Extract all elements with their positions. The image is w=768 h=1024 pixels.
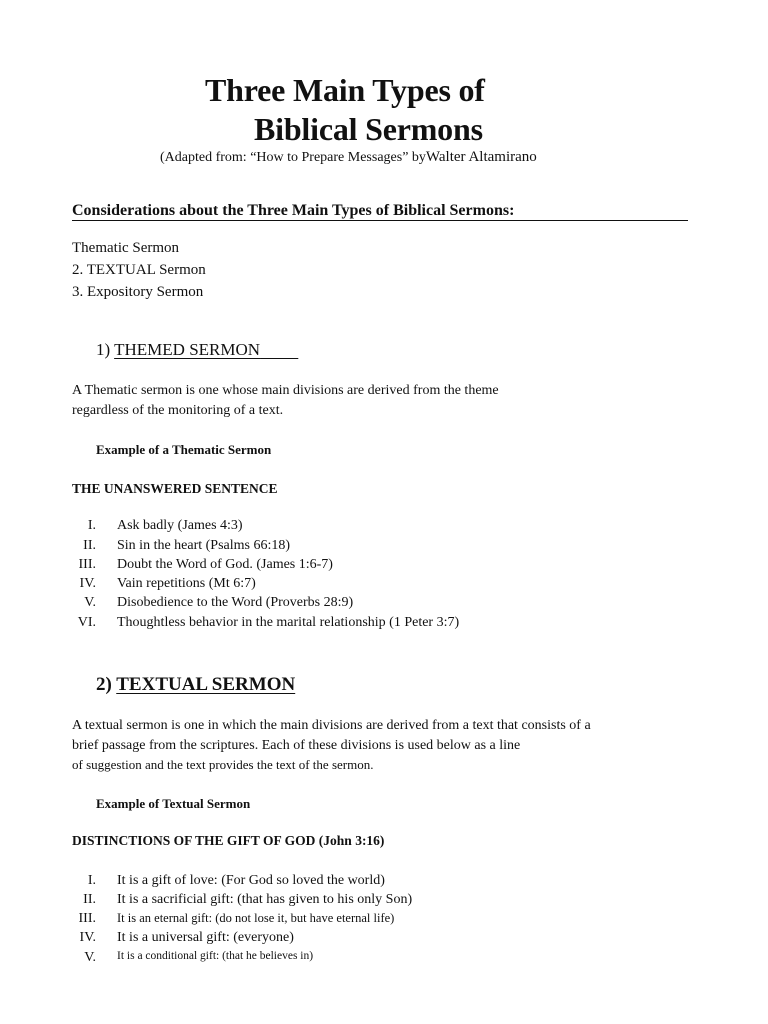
list-numeral: V. bbox=[84, 595, 96, 610]
adapted-from-author: Walter Altamirano bbox=[425, 149, 537, 165]
section-2-example-label-text: Example of Textual Sermon bbox=[96, 796, 251, 811]
document-title-line-2: Biblical Sermons bbox=[254, 111, 483, 147]
section-2-number: 2) bbox=[96, 674, 112, 695]
section-2-heading bbox=[96, 674, 295, 696]
list-item: Ask badly (James 4:3) bbox=[117, 518, 243, 533]
list-numeral: IV. bbox=[79, 930, 96, 945]
section-2-title: TEXTUAL SERMON bbox=[116, 674, 296, 695]
section-1-paragraph-line: regardless of the monitoring of a text. bbox=[72, 403, 284, 418]
section-2-paragraph-line: brief passage from the scriptures. Each of these divisions is used below as a line bbox=[72, 738, 521, 753]
list-item: It is a gift of love: (For God so loved the world) bbox=[117, 873, 385, 888]
section-1-title: THEMED SERMON bbox=[114, 340, 261, 359]
list-item: Doubt the Word of God. (James 1:6-7) bbox=[117, 557, 333, 572]
list-numeral: III. bbox=[78, 557, 96, 572]
section-1-example-label bbox=[96, 442, 271, 458]
types-list-item: Thematic Sermon bbox=[72, 240, 180, 256]
list-item: It is a sacrificial gift: (that has given to his only Son) bbox=[117, 892, 413, 907]
section-1-heading bbox=[96, 340, 298, 360]
section-2-paragraph-line: A textual sermon is one in which the main divisions are derived from a text that consists of a bbox=[72, 718, 591, 733]
types-list-item: 3. Expository Sermon bbox=[72, 284, 204, 300]
section-1-example-title: THE UNANSWERED SENTENCE bbox=[72, 481, 278, 496]
list-item: Disobedience to the Word (Proverbs 28:9) bbox=[117, 595, 354, 610]
document-title-line-1: Three Main Types of bbox=[205, 72, 485, 108]
list-numeral: V. bbox=[84, 950, 96, 965]
list-item: It is a conditional gift: (that he believes in) bbox=[117, 950, 314, 962]
adapted-from-note bbox=[160, 149, 537, 166]
section-2-example-label bbox=[96, 796, 250, 812]
list-item: It is an eternal gift: (do not lose it, but have eternal life) bbox=[117, 911, 395, 925]
list-numeral: I. bbox=[87, 518, 96, 533]
section-2-example-title: DISTINCTIONS OF THE GIFT OF GOD (John 3:16) bbox=[72, 833, 385, 848]
list-numeral: II. bbox=[83, 538, 96, 553]
section-1-title-underline-pad bbox=[260, 340, 298, 359]
list-item: It is a universal gift: (everyone) bbox=[117, 930, 294, 945]
list-numeral: II. bbox=[83, 892, 96, 907]
section-1-example-label-text: Example of a Thematic Sermon bbox=[96, 442, 272, 457]
section-1-paragraph-line: A Thematic sermon is one whose main divisions are derived from the theme bbox=[72, 383, 499, 398]
list-item: Vain repetitions (Mt 6:7) bbox=[117, 576, 256, 591]
considerations-heading: Considerations about the Three Main Types of Biblical Sermons: bbox=[72, 202, 515, 219]
adapted-from-prefix: (Adapted from: “How to Prepare Messages” by bbox=[160, 150, 426, 165]
types-list-item: 2. TEXTUAL Sermon bbox=[72, 262, 206, 278]
list-numeral: I. bbox=[87, 873, 96, 888]
section-2-paragraph-line: of suggestion and the text provides the text of the sermon. bbox=[72, 757, 374, 772]
list-item: Sin in the heart (Psalms 66:18) bbox=[117, 538, 291, 553]
section-1-number: 1) bbox=[96, 340, 111, 359]
list-numeral: III. bbox=[78, 911, 96, 926]
list-item: Thoughtless behavior in the marital relationship (1 Peter 3:7) bbox=[117, 615, 460, 630]
list-numeral: VI. bbox=[77, 615, 96, 630]
list-numeral: IV. bbox=[79, 576, 96, 591]
